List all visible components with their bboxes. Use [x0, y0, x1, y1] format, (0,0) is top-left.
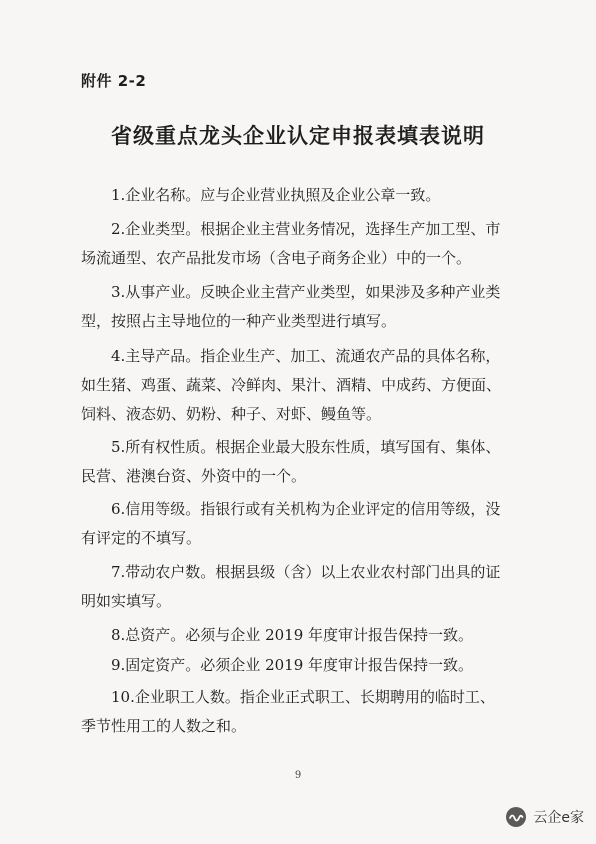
item-line: 3.从事产业。反映企业主营产业类型，如果涉及多种产业类	[111, 283, 501, 301]
instruction-item	[81, 342, 521, 429]
instruction-item	[81, 558, 521, 616]
item-line: 型，按照占主导地位的一种产业类型进行填写。	[81, 312, 397, 330]
item-line: 民营、港澳台资、外资中的一个。	[81, 467, 307, 485]
item-line: 8.总资产。必须与企业 2019 年度审计报告保持一致。	[111, 626, 474, 644]
attachment-label: 附件 2-2	[81, 72, 147, 90]
instruction-item	[81, 215, 521, 273]
item-line: 1.企业名称。应与企业营业执照及企业公章一致。	[111, 186, 441, 204]
page-number: 9	[294, 770, 302, 781]
item-line: 5.所有权性质。根据企业最大股东性质，填写国有、集体、	[111, 438, 501, 456]
item-line: 10.企业职工人数。指企业正式职工、长期聘用的临时工、	[111, 688, 495, 706]
item-line: 4.主导产品。指企业生产、加工、流通农产品的具体名称，	[111, 347, 501, 365]
source-watermark	[505, 806, 584, 828]
instruction-item	[81, 495, 521, 553]
item-line: 有评定的不填写。	[81, 529, 202, 547]
item-line: 场流通型、农产品批发市场（含电子商务企业）中的一个。	[81, 249, 472, 267]
item-line: 季节性用工的人数之和。	[81, 717, 247, 735]
instruction-item	[81, 181, 521, 210]
watermark-text: 云企e家	[533, 810, 584, 826]
item-line: 明如实填写。	[81, 592, 172, 610]
item-line: 如生猪、鸡蛋、蔬菜、冷鲜肉、果汁、酒精、中成药、方便面、	[81, 376, 502, 394]
item-line: 饲料、液态奶、奶粉、种子、对虾、鳗鱼等。	[81, 405, 382, 423]
instruction-item	[81, 651, 521, 680]
item-line: 7.带动农户数。根据县级（含）以上农业农村部门出具的证	[111, 563, 501, 581]
document-title: 省级重点龙头企业认定申报表填表说明	[111, 123, 485, 148]
instruction-item	[81, 683, 521, 741]
item-line: 2.企业类型。根据企业主营业务情况，选择生产加工型、市	[111, 220, 501, 238]
item-line: 9.固定资产。必须企业 2019 年度审计报告保持一致。	[111, 656, 474, 674]
instruction-item	[81, 621, 521, 650]
wechat-channel-icon	[505, 806, 527, 828]
item-line: 6.信用等级。指银行或有关机构为企业评定的信用等级，没	[111, 500, 501, 518]
instruction-item	[81, 278, 521, 336]
instruction-item	[81, 433, 521, 491]
